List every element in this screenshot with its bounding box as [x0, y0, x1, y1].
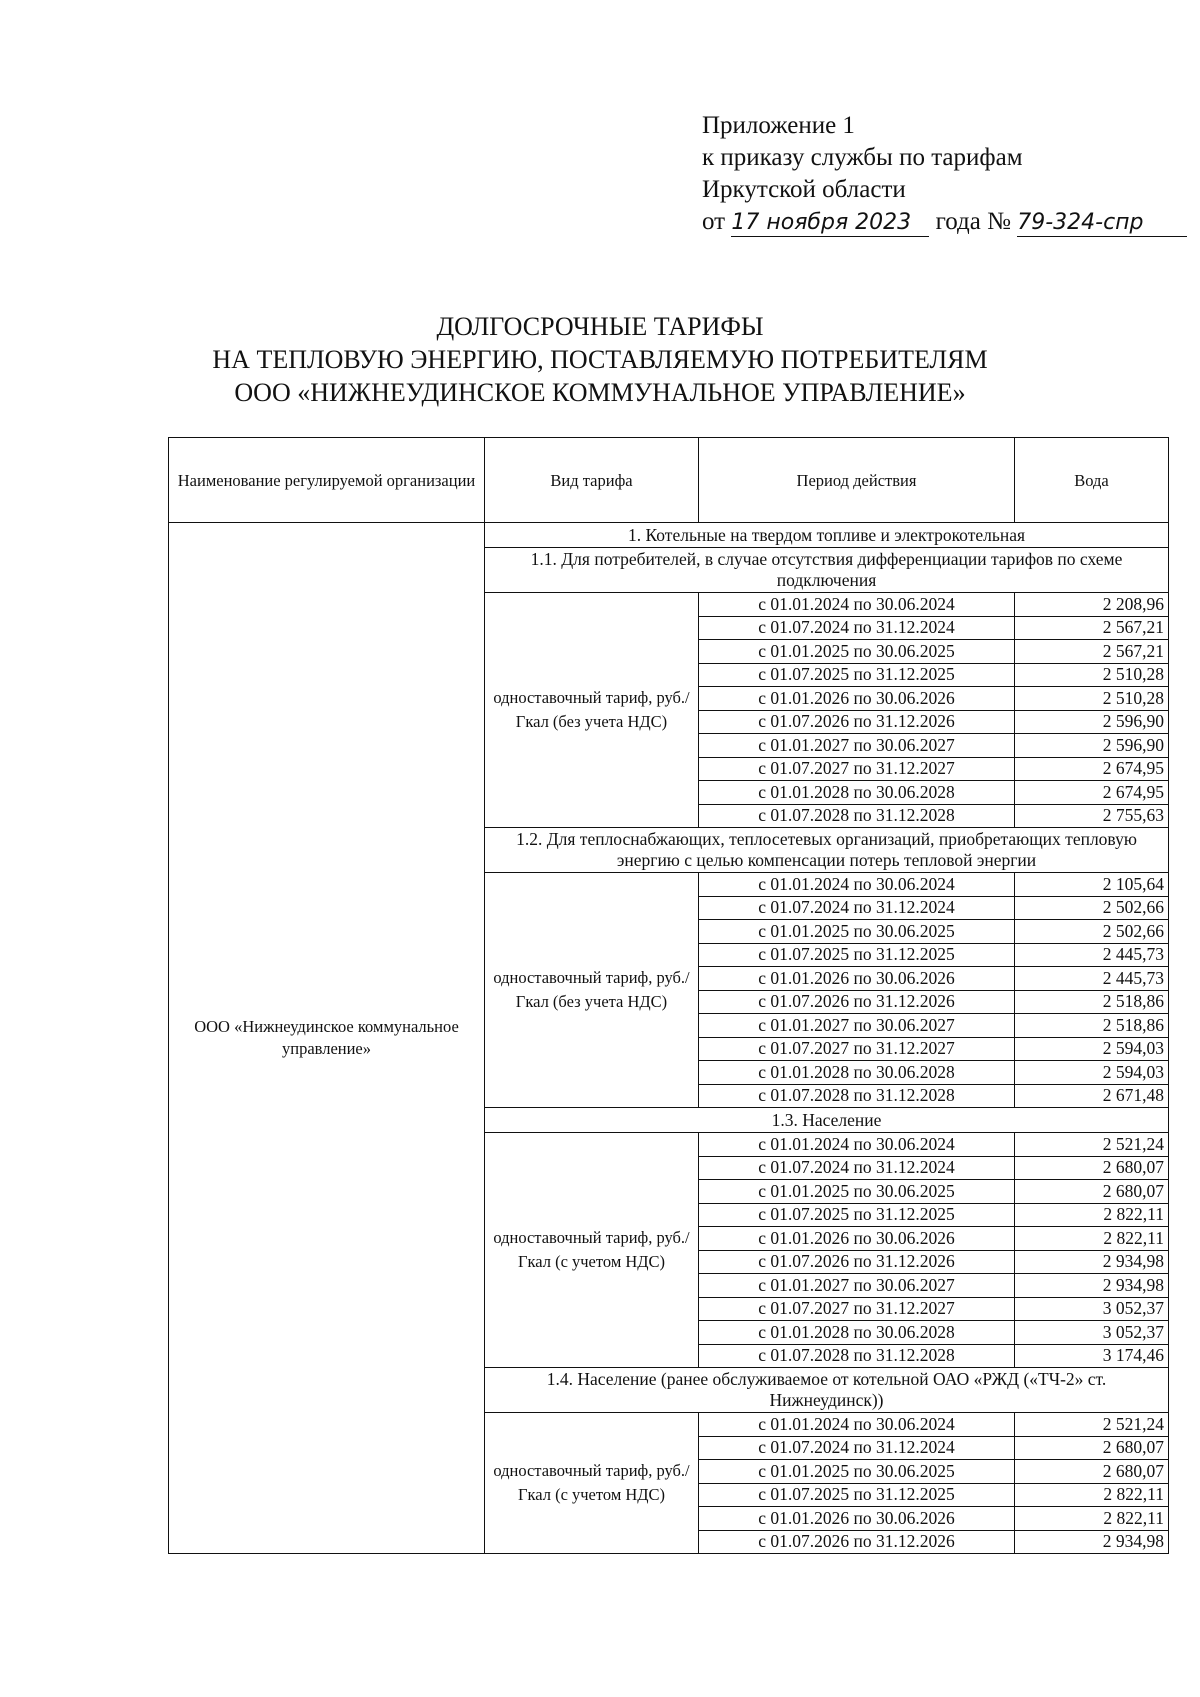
appendix-header	[702, 110, 1187, 238]
water-value-cell: 2 680,07	[1015, 1436, 1169, 1460]
water-value-cell: 2 934,98	[1015, 1274, 1169, 1298]
water-value-cell: 2 502,66	[1015, 920, 1169, 944]
appendix-line-4	[702, 206, 1187, 238]
water-value-cell: 2 518,86	[1015, 1014, 1169, 1038]
period-cell: с 01.01.2024 по 30.06.2024	[699, 873, 1015, 897]
water-value-cell: 2 105,64	[1015, 873, 1169, 897]
subsection-title: 1.2. Для теплоснабжающих, теплосетевых организаций, приобретающих тепловую энергию с целью компенсации потерь тепловой энергии	[485, 828, 1169, 873]
water-value-cell: 2 510,28	[1015, 663, 1169, 687]
water-value-cell: 2 680,07	[1015, 1180, 1169, 1204]
period-cell: с 01.01.2028 по 30.06.2028	[699, 781, 1015, 805]
water-value-cell: 2 934,98	[1015, 1530, 1169, 1554]
header-tariff-type: Вид тарифа	[485, 438, 699, 523]
period-cell: с 01.07.2028 по 31.12.2028	[699, 1084, 1015, 1108]
tariff-type: одноставочный тариф, руб./Гкал (без учета НДС)	[485, 593, 699, 828]
period-cell: с 01.07.2026 по 31.12.2026	[699, 990, 1015, 1014]
appendix-line-1: Приложение 1	[702, 112, 855, 139]
water-value-cell: 2 596,90	[1015, 710, 1169, 734]
period-cell: с 01.01.2025 по 30.06.2025	[699, 1460, 1015, 1484]
water-value-cell: 2 674,95	[1015, 757, 1169, 781]
period-cell: с 01.07.2025 по 31.12.2025	[699, 1203, 1015, 1227]
tariff-type: одноставочный тариф, руб./Гкал (с учетом НДС)	[485, 1133, 699, 1368]
period-cell: с 01.01.2028 по 30.06.2028	[699, 1321, 1015, 1345]
water-value-cell: 3 052,37	[1015, 1321, 1169, 1345]
period-cell: с 01.07.2026 по 31.12.2026	[699, 1530, 1015, 1554]
header-org: Наименование регулируемой организации	[169, 438, 485, 523]
water-value-cell: 2 822,11	[1015, 1483, 1169, 1507]
tariff-table	[168, 437, 1169, 1554]
water-value-cell: 2 822,11	[1015, 1227, 1169, 1251]
period-cell: с 01.07.2025 по 31.12.2025	[699, 663, 1015, 687]
water-value-cell: 2 567,21	[1015, 616, 1169, 640]
period-cell: с 01.01.2026 по 30.06.2026	[699, 967, 1015, 991]
period-cell: с 01.07.2028 по 31.12.2028	[699, 804, 1015, 828]
title-line-2: НА ТЕПЛОВУЮ ЭНЕРГИЮ, ПОСТАВЛЯЕМУЮ ПОТРЕБИТЕЛЯМ	[212, 345, 988, 374]
table-header-row	[169, 438, 1169, 523]
tariff-type: одноставочный тариф, руб./Гкал (без учета НДС)	[485, 873, 699, 1108]
subsection-title: 1.1. Для потребителей, в случае отсутствия дифференциации тарифов по схеме подключения	[485, 548, 1169, 593]
water-value-cell: 3 174,46	[1015, 1344, 1169, 1368]
water-value-cell: 2 680,07	[1015, 1156, 1169, 1180]
tariff-type: одноставочный тариф, руб./Гкал (с учетом НДС)	[485, 1413, 699, 1554]
period-cell: с 01.01.2026 по 30.06.2026	[699, 1227, 1015, 1251]
period-cell: с 01.07.2024 по 31.12.2024	[699, 616, 1015, 640]
period-cell: с 01.01.2025 по 30.06.2025	[699, 640, 1015, 664]
table-body	[169, 523, 1169, 1554]
water-value-cell: 2 521,24	[1015, 1413, 1169, 1437]
year-number-label: года №	[935, 208, 1011, 235]
water-value-cell: 2 596,90	[1015, 734, 1169, 758]
period-cell: с 01.01.2024 по 30.06.2024	[699, 1413, 1015, 1437]
period-cell: с 01.01.2024 по 30.06.2024	[699, 593, 1015, 617]
period-cell: с 01.07.2024 по 31.12.2024	[699, 1436, 1015, 1460]
water-value-cell: 2 502,66	[1015, 896, 1169, 920]
handwritten-order-number: 79-324-спр	[1017, 210, 1187, 237]
period-cell: с 01.01.2026 по 30.06.2026	[699, 687, 1015, 711]
appendix-line-2: к приказу службы по тарифам	[702, 144, 1023, 171]
period-cell: с 01.07.2027 по 31.12.2027	[699, 1297, 1015, 1321]
period-cell: с 01.07.2024 по 31.12.2024	[699, 1156, 1015, 1180]
period-cell: с 01.07.2024 по 31.12.2024	[699, 896, 1015, 920]
water-value-cell: 2 518,86	[1015, 990, 1169, 1014]
header-period: Период действия	[699, 438, 1015, 523]
period-cell: с 01.01.2027 по 30.06.2027	[699, 1014, 1015, 1038]
water-value-cell: 2 594,03	[1015, 1037, 1169, 1061]
water-value-cell: 2 521,24	[1015, 1133, 1169, 1157]
water-value-cell: 2 674,95	[1015, 781, 1169, 805]
period-cell: с 01.01.2025 по 30.06.2025	[699, 920, 1015, 944]
subsection-title: 1.4. Население (ранее обслуживаемое от котельной ОАО «РЖД («ТЧ-2» ст. Нижнеудинск))	[485, 1368, 1169, 1413]
section-title: 1. Котельные на твердом топливе и электрокотельная	[485, 523, 1169, 548]
subsection-title: 1.3. Население	[485, 1108, 1169, 1133]
water-value-cell: 2 934,98	[1015, 1250, 1169, 1274]
appendix-line-3: Иркутской области	[702, 176, 906, 203]
handwritten-date: 17 ноября 2023	[731, 210, 929, 237]
period-cell: с 01.07.2027 по 31.12.2027	[699, 757, 1015, 781]
title-line-3: ООО «НИЖНЕУДИНСКОЕ КОММУНАЛЬНОЕ УПРАВЛЕНИЕ»	[234, 378, 966, 407]
period-cell: с 01.01.2024 по 30.06.2024	[699, 1133, 1015, 1157]
water-value-cell: 2 671,48	[1015, 1084, 1169, 1108]
water-value-cell: 2 567,21	[1015, 640, 1169, 664]
organization-name: ООО «Нижнеудинское коммунальное управление»	[169, 523, 485, 1554]
period-cell: с 01.01.2026 по 30.06.2026	[699, 1507, 1015, 1531]
water-value-cell: 2 755,63	[1015, 804, 1169, 828]
period-cell: с 01.07.2025 по 31.12.2025	[699, 1483, 1015, 1507]
water-value-cell: 2 445,73	[1015, 943, 1169, 967]
water-value-cell: 2 208,96	[1015, 593, 1169, 617]
period-cell: с 01.07.2026 по 31.12.2026	[699, 710, 1015, 734]
water-value-cell: 2 445,73	[1015, 967, 1169, 991]
period-cell: с 01.01.2028 по 30.06.2028	[699, 1061, 1015, 1085]
water-value-cell: 2 680,07	[1015, 1460, 1169, 1484]
from-prefix: от	[702, 208, 726, 235]
period-cell: с 01.01.2025 по 30.06.2025	[699, 1180, 1015, 1204]
period-cell: с 01.07.2026 по 31.12.2026	[699, 1250, 1015, 1274]
period-cell: с 01.01.2027 по 30.06.2027	[699, 734, 1015, 758]
period-cell: с 01.07.2025 по 31.12.2025	[699, 943, 1015, 967]
section-row	[169, 523, 1169, 548]
period-cell: с 01.07.2028 по 31.12.2028	[699, 1344, 1015, 1368]
title-line-1: ДОЛГОСРОЧНЫЕ ТАРИФЫ	[436, 312, 764, 341]
period-cell: с 01.01.2027 по 30.06.2027	[699, 1274, 1015, 1298]
water-value-cell: 2 822,11	[1015, 1507, 1169, 1531]
water-value-cell: 3 052,37	[1015, 1297, 1169, 1321]
water-value-cell: 2 510,28	[1015, 687, 1169, 711]
water-value-cell: 2 594,03	[1015, 1061, 1169, 1085]
document-title	[0, 310, 1200, 409]
water-value-cell: 2 822,11	[1015, 1203, 1169, 1227]
period-cell: с 01.07.2027 по 31.12.2027	[699, 1037, 1015, 1061]
header-water: Вода	[1015, 438, 1169, 523]
